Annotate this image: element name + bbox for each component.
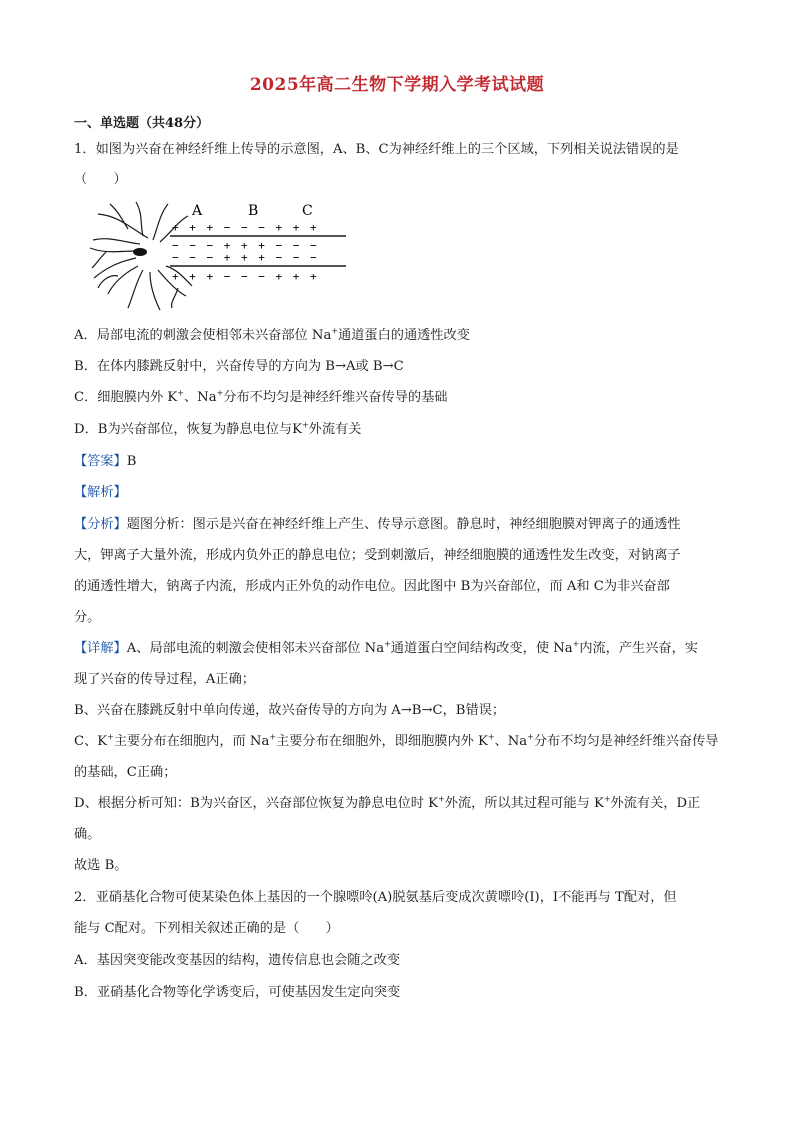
region-label-c: C: [302, 203, 313, 219]
q1-fenxi-line1: 【分析】题图分析：图示是兴奋在神经纤维上产生、传导示意图。静息时，神经细胞膜对钾离子的通透性: [74, 517, 681, 532]
q1-conclusion: 故选 B。: [74, 858, 128, 873]
charge-row-outer-bottom: + + + − − − + + +: [172, 270, 319, 283]
q1-option-a: A．局部电流的刺激会使相邻未兴奋部位 Na+通道蛋白的通透性改变: [74, 326, 470, 343]
charge-row-inner-bottom: − − − + + + − − −: [172, 251, 319, 264]
q1-detail-line6: D、根据分析可知：B为兴奋区，兴奋部位恢复为静息电位时 K+外流，所以其过程可能与 K+外流有关，D正: [74, 794, 701, 811]
charge-row-inner-top: − − − + + + − − −: [172, 239, 319, 252]
section-heading: 一、单选题（共48分）: [74, 116, 210, 131]
q1-fenxi-line3: 的通透性增大，钠离子内流，形成内正外负的动作电位。因此图中 B为兴奋部位，而 A和 C为非兴奋部: [74, 579, 670, 594]
q2-stem-line2: 能与 C配对。下列相关叙述正确的是（ ）: [74, 921, 339, 936]
q1-analysis-tag: 【解析】: [74, 485, 127, 500]
q2-option-a: A．基因突变能改变基因的结构，遗传信息也会随之改变: [74, 953, 401, 968]
q1-detail-line4: C、K+主要分布在细胞内，而 Na+主要分布在细胞外，即细胞膜内外 K+、Na+分布不均匀是神经纤维兴奋传导: [74, 732, 719, 749]
q1-fenxi-line2: 大，钾离子大量外流，形成内负外正的静息电位；受到刺激后，神经细胞膜的通透性发生改变，对钠离子: [74, 548, 681, 563]
q1-detail-line2: 现了兴奋的传导过程，A正确；: [74, 672, 255, 687]
q1-fenxi-line4: 分。: [74, 610, 101, 625]
q1-detail-line7: 确。: [74, 827, 101, 842]
answer-value: B: [126, 454, 137, 469]
page-title: 2025年高二生物下学期入学考试试题: [249, 75, 545, 95]
q1-detail-line3: B、兴奋在膝跳反射中单向传递，故兴奋传导的方向为 A→B→C，B错误；: [74, 703, 506, 718]
q1-stem-line2: （ ）: [74, 172, 127, 187]
q1-detail-line1: 【详解】A、局部电流的刺激会使相邻未兴奋部位 Na+通道蛋白空间结构改变，使 Na+内流，产生兴奋，实: [74, 639, 698, 656]
nerve-fiber-diagram: [88, 196, 350, 314]
cell-nucleus: [133, 248, 147, 256]
q1-stem-line1: 1．如图为兴奋在神经纤维上传导的示意图，A、B、C为神经纤维上的三个区域，下列相关说法错误的是: [74, 142, 679, 157]
region-label-a: A: [192, 203, 203, 219]
answer-tag: 【答案】: [74, 454, 127, 469]
q1-option-c: C．细胞膜内外 K+、Na+分布不均匀是神经纤维兴奋传导的基础: [74, 388, 448, 405]
region-label-b: B: [248, 203, 259, 219]
q1-answer: [74, 452, 724, 472]
q1-detail-line5: 的基础，C正确；: [74, 765, 177, 780]
q1-option-b: B．在体内膝跳反射中，兴奋传导的方向为 B→A或 B→C: [74, 359, 404, 374]
charge-row-outer-top: + + + − − − + + +: [172, 221, 319, 234]
q2-option-b: B．亚硝基化合物等化学诱变后，可使基因发生定向突变: [74, 985, 401, 1000]
q1-option-d: D．B为兴奋部位，恢复为静息电位与K+外流有关: [74, 420, 362, 437]
q2-stem-line1: 2．亚硝基化合物可使某染色体上基因的一个腺嘌呤(A)脱氨基后变成次黄嘌呤(I)，I不能再与 T配对，但: [74, 890, 677, 905]
